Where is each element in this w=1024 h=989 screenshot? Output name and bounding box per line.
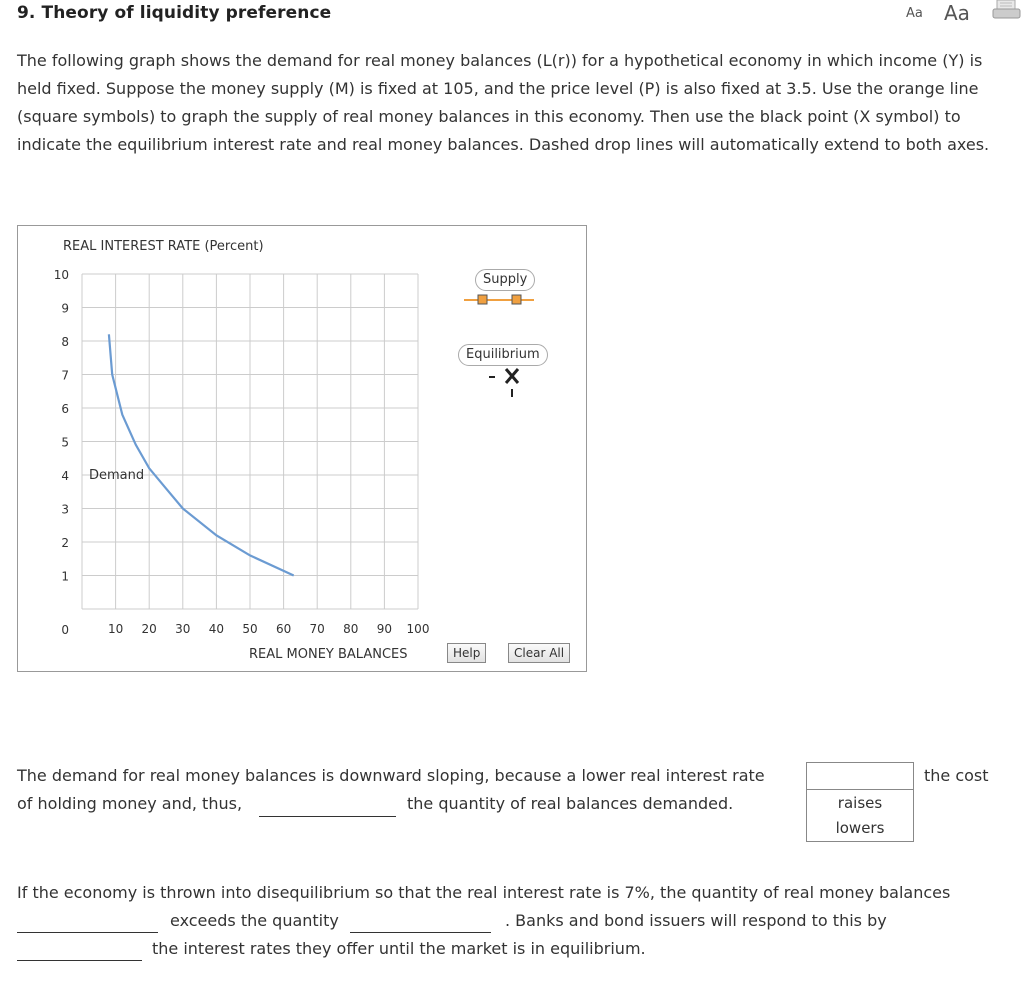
- instructions-text: The following graph shows the demand for real money balances (L(r)) for a hypothetical economy in which income (Y) is held fixed. Suppose the money supply (M) is fixed at 105, and the price level (P) is also fixed at 3.5. Use the orange line (square symbols) to graph the supply of real money balances in this economy. Then use the black point (X symbol) to indicate the equilibrium interest rate and real money balances. Dashed drop lines will automatically extend to both axes.: [17, 51, 990, 154]
- y-tick-label: 6: [61, 402, 69, 416]
- dropdown-option-raises[interactable]: raises: [837, 794, 883, 812]
- y-tick-label: 0: [61, 623, 69, 637]
- q1-text-part4: the quantity of real balances demanded.: [407, 794, 734, 813]
- graph-panel: [17, 225, 587, 672]
- q2-blank-3[interactable]: [17, 960, 142, 961]
- page-title: 9. Theory of liquidity preference: [17, 3, 332, 23]
- y-tick-label: 3: [61, 502, 69, 517]
- x-tick-label: 100: [406, 622, 430, 636]
- q2-blank-2[interactable]: [350, 932, 491, 933]
- equilibrium-tool-label[interactable]: Equilibrium: [458, 344, 548, 366]
- x-axis-label: REAL MONEY BALANCES: [249, 647, 408, 662]
- q1-dropdown[interactable]: [806, 762, 914, 842]
- demand-curve[interactable]: [109, 334, 294, 575]
- clear-all-button[interactable]: Clear All: [508, 643, 570, 663]
- print-icon[interactable]: [992, 0, 1022, 20]
- supply-tool-label[interactable]: Supply: [475, 269, 535, 291]
- q1-text-part3: of holding money and, thus,: [17, 794, 243, 813]
- equilibrium-tool-icon[interactable]: [489, 369, 518, 397]
- x-tick-label: 50: [242, 622, 258, 636]
- q2-text-end: the interest rates they offer until the market is in equilibrium.: [152, 939, 646, 958]
- y-tick-label: 2: [61, 536, 69, 550]
- q1-blank-2[interactable]: [259, 816, 396, 817]
- x-tick-label: 80: [343, 622, 359, 636]
- demand-label: Demand: [89, 468, 145, 483]
- x-tick-label: 40: [208, 622, 225, 636]
- x-tick-label: 10: [107, 622, 124, 636]
- x-tick-label: 70: [309, 622, 325, 636]
- dropdown-option-lowers[interactable]: lowers: [835, 819, 885, 837]
- q2-text-banks: . Banks and bond issuers will respond to this by: [505, 911, 887, 930]
- y-tick-label: 10: [53, 268, 69, 282]
- decrease-font-button[interactable]: Aa: [906, 6, 923, 21]
- y-tick-label: 8: [61, 335, 69, 349]
- y-axis-label: REAL INTEREST RATE (Percent): [63, 239, 264, 254]
- y-tick-label: 9: [61, 301, 69, 316]
- y-tick-label: 7: [61, 368, 69, 383]
- x-tick-label: 20: [141, 622, 157, 636]
- q2-text-exceeds: exceeds the quantity: [170, 911, 339, 930]
- increase-font-button[interactable]: Aa: [944, 1, 970, 25]
- x-tick-label: 30: [175, 622, 191, 636]
- q1-text-part2: the cost: [924, 766, 989, 785]
- q2-text-line1: If the economy is thrown into disequilibrium so that the real interest rate is 7%, the quantity of real money balances: [17, 883, 951, 902]
- q2-blank-1[interactable]: [17, 932, 158, 933]
- x-tick-label: 90: [376, 622, 393, 636]
- q1-text-part1: The demand for real money balances is downward sloping, because a lower real interest rate: [17, 766, 765, 785]
- y-tick-label: 4: [61, 469, 69, 483]
- y-tick-label: 1: [61, 569, 69, 584]
- q1-dropdown-selected[interactable]: [807, 763, 913, 790]
- help-button[interactable]: Help: [447, 643, 486, 663]
- y-tick-label: 5: [61, 435, 69, 450]
- demand-chart[interactable]: [18, 226, 586, 671]
- x-tick-label: 60: [275, 622, 292, 636]
- supply-tool-icon[interactable]: [464, 295, 534, 304]
